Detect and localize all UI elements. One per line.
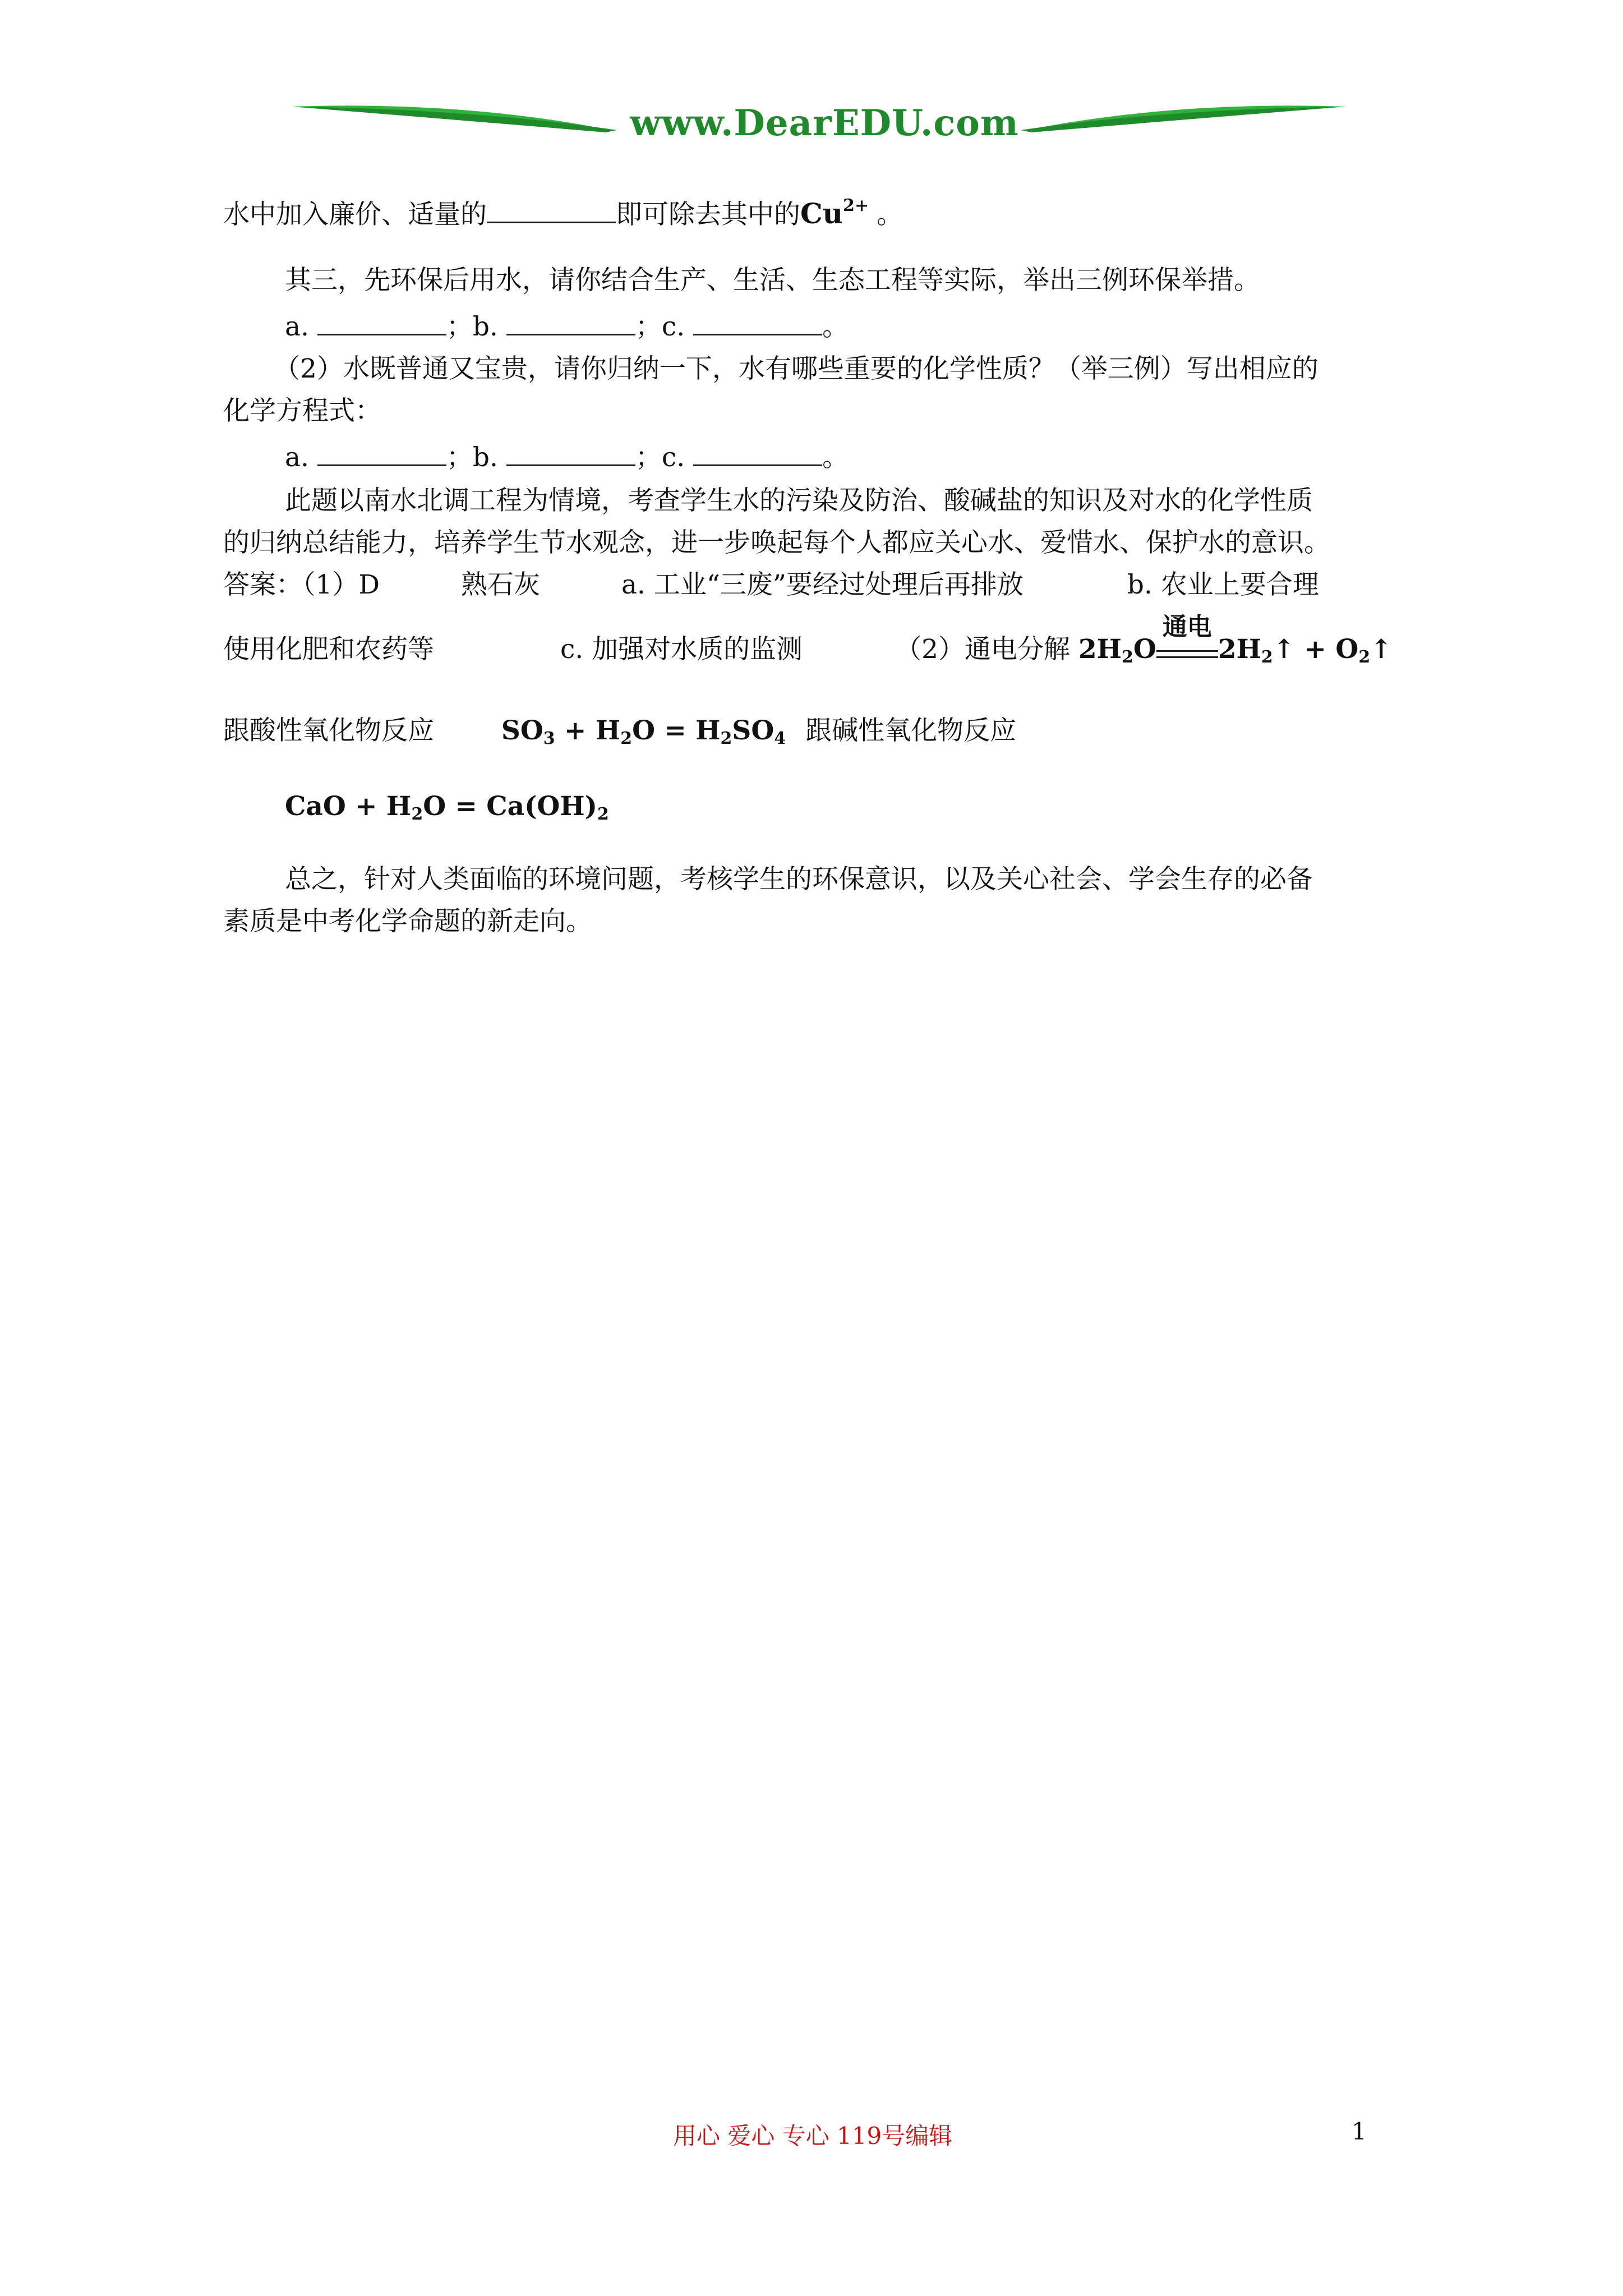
blank-line: [487, 199, 616, 223]
line-8: [223, 613, 1393, 667]
line-11a: 总之，针对人类面临的环境问题，考核学生的环保意识，以及关心社会、学会生存的必备: [285, 864, 1313, 895]
blank-line: [506, 442, 635, 466]
text-span: a. 工业“三废”要经过处理后再排放: [621, 569, 1023, 600]
text-span: 。: [822, 442, 849, 473]
line-11b: 素质是中考化学命题的新走向。: [223, 906, 592, 937]
answer-line: [223, 564, 1319, 601]
text-span: c. 加强对水质的监测: [560, 634, 803, 665]
text-span: 。: [877, 199, 903, 230]
text-span: a.: [285, 311, 309, 342]
line-6a: 此题以南水北调工程为情境，考查学生水的污染及防治、酸碱盐的知识及对水的化学性质: [285, 485, 1313, 516]
text-span: a.: [285, 442, 309, 473]
line-4a: （2）水既普通又宝贵，请你归纳一下，水有哪些重要的化学性质？（举三例）写出相应的: [274, 353, 1318, 384]
chem-formula: Cu: [800, 197, 843, 230]
line-6b: 的归纳总结能力，培养学生节水观念，进一步唤起每个人都应关心水、爱惜水、保护水的意识。: [223, 527, 1330, 558]
line-10: [285, 791, 609, 824]
header-banner: [292, 95, 1346, 157]
text-span: 跟酸性氧化物反应: [223, 715, 434, 746]
text-span: 。: [822, 311, 849, 342]
line-3-blanks: [285, 306, 849, 343]
blank-line: [506, 311, 635, 335]
text-span: （2）通电分解: [895, 634, 1071, 665]
blank-line: [693, 311, 822, 335]
footer-editor-note: 用心 爱心 专心 119号编辑: [673, 2122, 953, 2150]
equation-acid-oxide: $SO_3 + H_2O = H_2SO_4$: [501, 715, 786, 748]
condition-over-equals: 通电: [1156, 636, 1218, 658]
text-span: 熟石灰: [461, 569, 541, 600]
superscript: 2+: [843, 196, 869, 215]
text-span: 答案：（1）D: [223, 569, 380, 600]
blank-line: [693, 442, 822, 466]
line-5-blanks: [285, 436, 849, 474]
equation-electrolysis: $2H_2O$ 通电 $2H_2↑$ + $O_2↑$: [1078, 613, 1393, 667]
text-span: 即可除去其中的: [616, 199, 800, 230]
blank-line: [317, 442, 446, 466]
page-number: 1: [1352, 2118, 1367, 2145]
text-span: b. 农业上要合理: [1127, 569, 1319, 600]
text-span: ；c.: [635, 311, 685, 342]
line-4b: 化学方程式：: [223, 395, 381, 426]
line-9: [223, 710, 1016, 748]
text-span: ；b.: [446, 311, 498, 342]
line-2: 其三，先环保后用水，请你结合生产、生活、生态工程等实际，举出三例环保举措。: [285, 265, 1260, 296]
text-span: 跟碱性氧化物反应: [805, 715, 1017, 746]
site-name: www.DearEDU.com: [630, 102, 1019, 144]
text-span: ；b.: [446, 442, 498, 473]
line-1: [223, 194, 903, 231]
blank-line: [317, 311, 446, 335]
text-span: 水中加入廉价、适量的: [223, 199, 487, 230]
text-span: 使用化肥和农药等: [223, 634, 434, 665]
equation-base-oxide: CaO + $H_2O = Ca(OH)_2$: [285, 791, 609, 824]
text-span: ；c.: [635, 442, 685, 473]
